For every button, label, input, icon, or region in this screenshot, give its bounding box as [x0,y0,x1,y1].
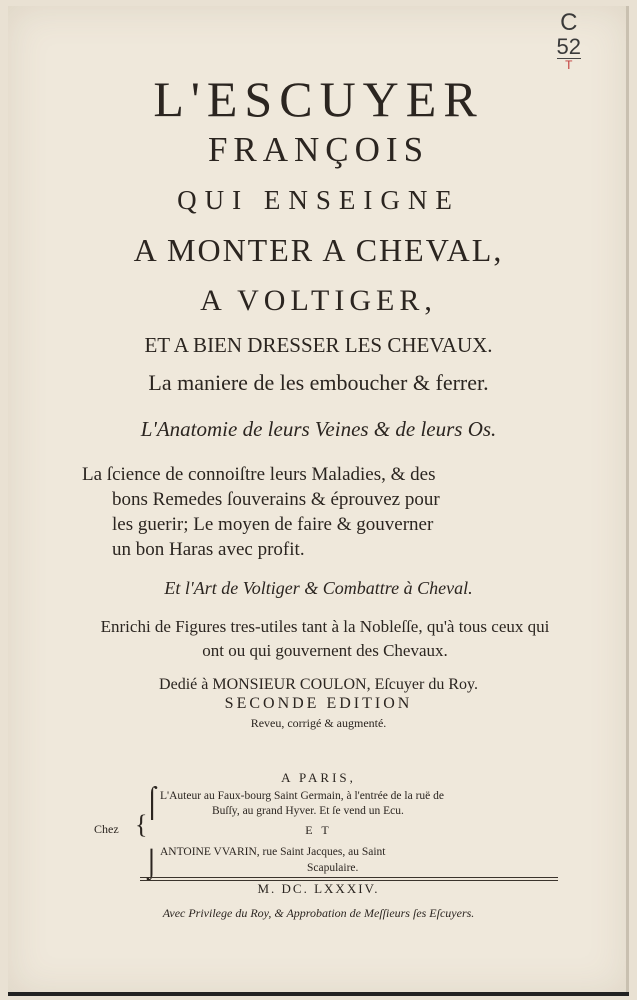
dedication: Dedié à MONSIEUR COULON, Eſcuyer du Roy. [159,676,478,693]
red-mark: T [565,58,573,72]
subtitle-emboucher: La maniere de les emboucher & ferrer. [148,370,489,395]
subtitle-anatomie: L'Anatomie de leurs Veines & de leurs Os. [140,417,497,441]
catalog-mark [557,10,581,71]
title-line-escuyer: L'ESCUYER [153,71,484,127]
description-line: La ſcience de connoiſtre leurs Maladies, & des [82,464,436,485]
chez-label: Chez [94,822,119,836]
art-line: Et l'Art de Voltiger & Combattre à Cheval. [164,578,473,598]
edition: SECONDE EDITION [224,695,413,712]
title-line-voltiger: A VOLTIGER, [200,284,437,317]
catalog-letter: C [560,9,578,36]
brace-middle: { [135,810,148,839]
imprint-rule [140,877,558,878]
publisher2-line2: Scapulaire. [307,862,359,874]
description-line: un bon Haras avec profit. [112,539,305,560]
page-bottom-border [8,992,629,996]
imprint-et: E T [305,823,332,837]
publication-date: M. DC. LXXXIV. [257,881,380,896]
publisher2-line1: ANTOINE VVARIN, rue Saint Jacques, au Saint [160,846,386,858]
brace-top: ⌠ [143,785,162,818]
description-line: bons Remedes ſouverains & éprouvez pour [112,489,440,510]
publisher1-line1: L'Auteur au Faux-bourg Saint Germain, à l'entrée de la ruë de [160,790,444,802]
brace-bottom: ⌡ [143,848,160,879]
privilege-line: Avec Privilege du Roy, & Approbation de Meſſieurs ſes Eſcuyers. [162,906,475,920]
title-line-monter: A MONTER A CHEVAL, [133,232,504,268]
description-paragraph [82,462,562,562]
title-line-dresser: ET A BIEN DRESSER LES CHEVAUX. [144,333,493,357]
revision-note: Reveu, corrigé & augmenté. [250,716,387,730]
enrichi-paragraph: Enrichi de Figures tres-utiles tant à la Nobleſſe, qu'à tous ceux qui ont ou qui gouvernent des Chevaux. [100,617,550,660]
title-line-qui-enseigne: QUI ENSEIGNE [177,185,460,215]
publisher1-line2: Buſſy, au grand Hyver. Et ſe vend un Ecu. [212,805,404,817]
description-line: les guerir; Le moyen de faire & gouverner [112,514,434,535]
imprint-city: A PARIS, [281,770,356,785]
catalog-number: 52 [556,34,581,59]
title-line-francois: FRANÇOIS [207,130,430,169]
